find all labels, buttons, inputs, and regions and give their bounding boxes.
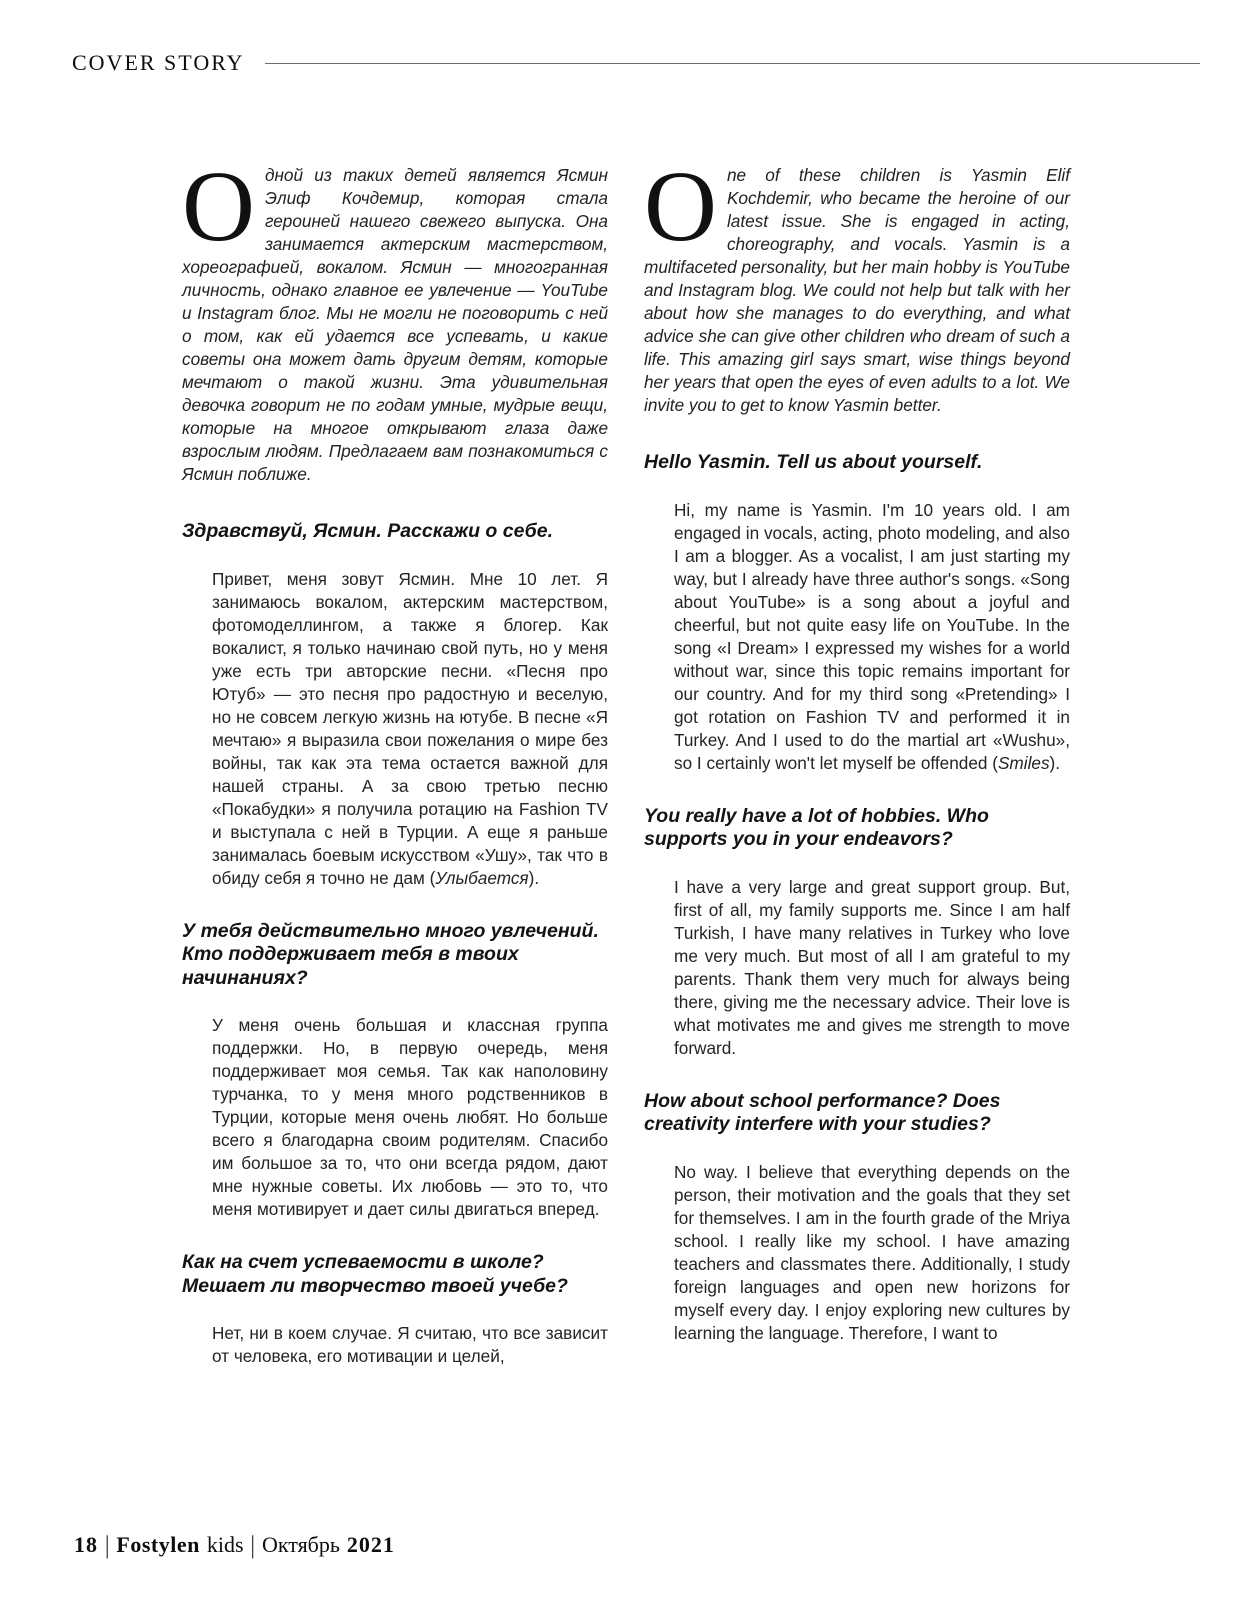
answer-text: I have a very large and great support group. But, first of all, my family supports me. Since I am half Turkish, I have many relatives in Turkey who love me very much. But most of all I am grateful to my parents. Thank them very much for always being there, giving me the necessary advice. Their love is what motivates me and gives me strength to move forward.: [674, 876, 1070, 1058]
page-number: 18: [74, 1532, 98, 1557]
footer-separator: |: [250, 1530, 255, 1559]
intro-paragraph-ru: [182, 150, 608, 486]
qa-block-ru-1: [182, 520, 608, 890]
interview-answer: [212, 568, 608, 890]
issue-month: Октябрь: [261, 1532, 340, 1557]
interview-question: Как на счет успеваемости в школе? Мешает ли творчество твоей учебе?: [182, 1251, 568, 1297]
qa-block-en-3: [644, 1090, 1070, 1345]
answer-text: У меня очень большая и классная группа поддержки. Но, в первую очередь, меня поддерживает моя семья. Так как наполовину турчанка, то у меня много родственников в Турции, которые меня очень любят. Но больше всего я благодарна своим родителям. Спасибо им большое за то, что они всегда рядом, дают мне нужные советы. Их любовь — это то, что меня мотивирует и дает силы двигаться вперед.: [212, 1015, 608, 1219]
intro-text-ru: дной из таких детей является Ясмин Элиф Кочдемир, которая стала героиней нашего свежего выпуска. Она занимается актерским мастерством, хореографией, вокалом. Ясмин — многогранная личность, однако главное ее увлечение — YouTube и Instagram блог. Мы не могли не поговорить с ней о том, как ей удается все успевать, и какие советы она может дать другим детям, которые мечтают о такой жизни. Эта удивительная девочка говорит не по годам умные, мудрые вещи, которые на многое открывают глаза даже взрослым людям. Предлагаем вам познакомиться с Ясмин поближе.: [182, 165, 608, 484]
footer-separator: |: [105, 1530, 110, 1559]
interview-answer: [674, 1161, 1070, 1345]
issue-year: 2021: [346, 1532, 395, 1557]
answer-emphasis: Улыбается: [435, 867, 529, 888]
answer-text: Нет, ни в коем случае. Я считаю, что все зависит от человека, его мотивации и целей,: [212, 1323, 608, 1366]
magazine-brand-suffix: kids: [206, 1532, 244, 1557]
answer-emphasis: Smiles: [997, 752, 1050, 773]
answer-text: Привет, меня зовут Ясмин. Мне 10 лет. Я занимаюсь вокалом, актерским мастерством, фотомоделлингом, а также я блогер. Как вокалист, я только начинаю свой путь, но у меня уже есть три авторские песни. «Песня про Ютуб» — это песня про радостную и веселую, но не совсем легкую жизнь на ютубе. В песне «Я мечтаю» я выразила свои пожелания о мире без войны, так как эта тема остается важной для нашей страны. А за свою третью песню «Покабудки» я получила ротацию на Fashion TV и выступала с ней в Турции. А еще я раньше занималась боевым искусством «Ушу», так что в обиду себя я точно не дам (: [212, 568, 608, 888]
intro-paragraph-en: [644, 150, 1070, 417]
interview-answer: [212, 1014, 608, 1221]
interview-question: У тебя действительно много увлечений. Кто поддерживает тебя в твоих начинаниях?: [182, 919, 599, 989]
header-rule: [265, 63, 1200, 64]
qa-block-ru-3: [182, 1251, 608, 1368]
answer-text-tail: ).: [528, 867, 540, 888]
magazine-brand: Fostylen: [116, 1532, 200, 1557]
qa-block-en-2: [644, 805, 1070, 1060]
column-russian: [182, 150, 608, 1368]
interview-answer: [212, 1322, 608, 1368]
qa-block-ru-2: [182, 920, 608, 1222]
page-header: [72, 50, 1200, 76]
drop-cap-en: O: [644, 150, 717, 262]
answer-text-tail: ).: [1049, 752, 1061, 773]
page-footer: [74, 1532, 395, 1558]
article-columns: [182, 150, 1070, 1368]
section-kicker: COVER STORY: [72, 50, 245, 75]
column-english: [644, 150, 1070, 1368]
interview-question: How about school performance? Does creativity interfere with your studies?: [644, 1089, 1001, 1135]
qa-block-en-1: [644, 451, 1070, 775]
intro-text-en: ne of these children is Yasmin Elif Kochdemir, who became the heroine of our latest issue. She is engaged in acting, choreography, and vocals. Yasmin is a multifaceted personality, but her main hobby is YouTube and Instagram blog. We could not help but talk with her about how she manages to do everything, and what advice she can give other children who dream of such a life. This amazing girl says smart, wise things beyond her years that open the eyes of even adults to a lot. We invite you to get to know Yasmin better.: [644, 165, 1070, 415]
answer-text: Hi, my name is Yasmin. I'm 10 years old. I am engaged in vocals, acting, photo modeling, and also I am a blogger. As a vocalist, I am just starting my way, but I already have three author's songs. «Song about YouTube» is a song about a joyful and cheerful, but not quite easy life on YouTube. In the song «I Dream» I expressed my wishes for a world without war, since this topic remains important for our country. And for my third song «Pretending» I got rotation on Fashion TV and performed it in Turkey. And I used to do the martial art «Wushu», so I certainly won't let myself be offended (: [674, 499, 1070, 773]
interview-question: You really have a lot of hobbies. Who supports you in your endeavors?: [644, 804, 989, 850]
interview-answer: [674, 499, 1070, 775]
interview-question: Hello Yasmin. Tell us about yourself.: [644, 451, 983, 473]
answer-text: No way. I believe that everything depends on the person, their motivation and the goals that they set for themselves. I am in the fourth grade of the Mriya school. I really like my school. I have amazing teachers and classmates there. Additionally, I study foreign languages and open new horizons for myself every day. I enjoy exploring new cultures by learning the language. Therefore, I want to: [674, 1161, 1070, 1343]
interview-answer: [674, 876, 1070, 1060]
interview-question: Здравствуй, Ясмин. Расскажи о себе.: [182, 520, 553, 542]
drop-cap-ru: О: [182, 150, 255, 262]
